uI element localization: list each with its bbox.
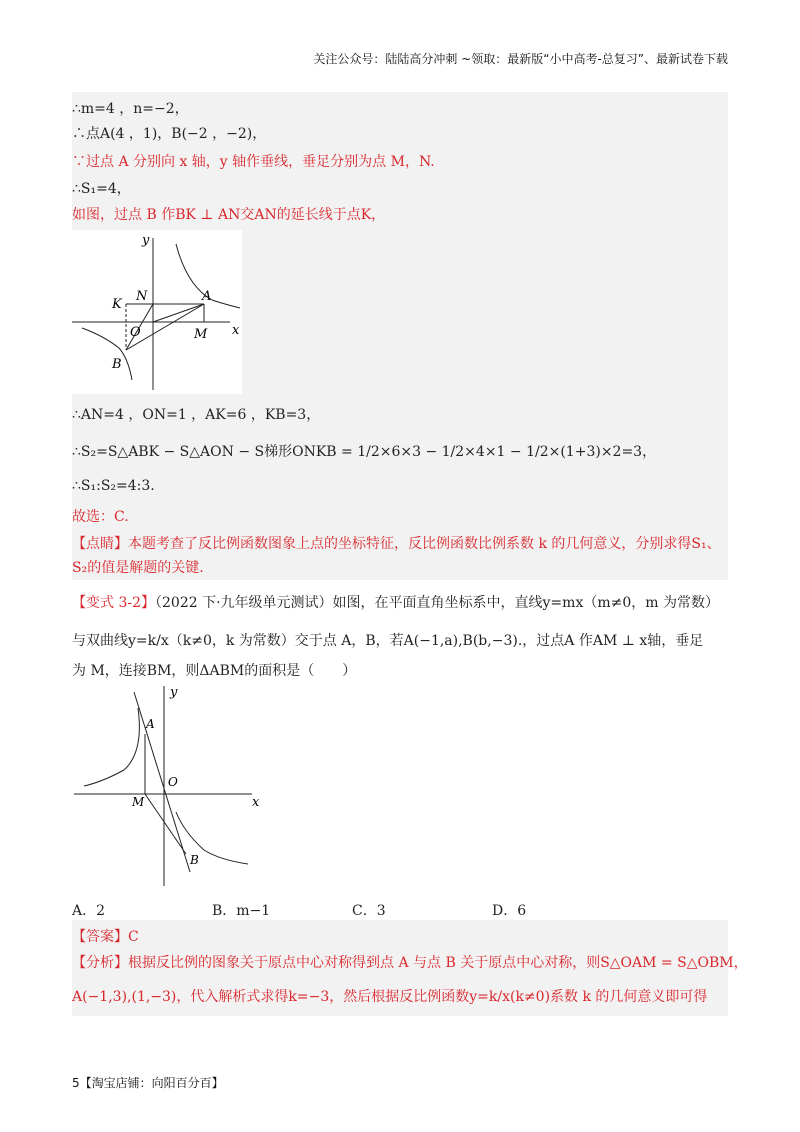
solution-line-1: ∴m=4 ，n=−2， bbox=[72, 101, 189, 117]
fig2-label-A: A bbox=[146, 717, 155, 731]
question-line-2: 与双曲线y=k/x（k≠0，k 为常数）交于点 A，B，若A(−1,a),B(b,−3).，过点A 作AM ⊥ x轴，垂足 bbox=[72, 633, 704, 649]
fig2-label-O: O bbox=[168, 775, 178, 789]
question-line-1-text: （2022 下·九年级单元测试）如图，在平面直角坐标系中，直线y=mx（m≠0，m 为常数） bbox=[155, 595, 719, 611]
fig1-label-y: y bbox=[142, 233, 150, 248]
figure-1-svg bbox=[72, 230, 242, 394]
page-footer: 5【淘宝店铺：向阳百分百】 bbox=[72, 1076, 224, 1090]
answer-line-3: A(−1,3),(1,−3)，代入解析式求得k=−3，然后根据反比例函数y=k/x(k≠0)系数 k 的几何意义即可得 bbox=[72, 989, 708, 1005]
fig1-label-B: B bbox=[112, 357, 122, 372]
fig2-label-y: y bbox=[170, 685, 178, 700]
question-line-3: 为 M，连接BM，则ΔABM的面积是（ ） bbox=[72, 663, 357, 679]
fig1-label-x: x bbox=[232, 323, 240, 338]
fig2-label-x: x bbox=[252, 795, 260, 810]
fig2-label-B: B bbox=[190, 853, 199, 867]
fig1-label-A: A bbox=[202, 289, 212, 304]
fig1-label-K: K bbox=[112, 297, 122, 312]
solution-line-2: ∴点A(4 ，1)，B(−2 ，−2)， bbox=[72, 126, 267, 142]
fig1-label-N: N bbox=[136, 289, 148, 304]
solution-line-6: ∴AN=4 ，ON=1 ，AK=6 ，KB=3， bbox=[72, 407, 321, 423]
fig1-label-M: M bbox=[194, 327, 208, 342]
answer-line-2: 【分析】根据反比例的图象关于原点中心对称得到点 A 与点 B 关于原点中心对称，则S△OAM = S△OBM， bbox=[72, 955, 748, 971]
figure-2 bbox=[72, 682, 262, 888]
solution-line-8: ∴S₁:S₂=4:3. bbox=[72, 478, 155, 494]
option-c[interactable]: C．3 bbox=[352, 903, 386, 919]
figure-1 bbox=[72, 230, 242, 394]
solution-block bbox=[72, 92, 728, 580]
page-header: 关注公众号：陆陆高分冲刺 ~领取：最新版“小中高考-总复习”、最新试卷下载 bbox=[313, 52, 728, 66]
solution-note-2: S₂的值是解题的关键. bbox=[72, 560, 204, 576]
solution-line-5: 如图，过点 B 作BK ⊥ AN交AN的延长线于点K， bbox=[72, 207, 386, 223]
answer-block bbox=[72, 920, 748, 1016]
fig1-label-O: O bbox=[130, 325, 141, 340]
solution-line-3: ∵过点 A 分别向 x 轴，y 轴作垂线，垂足分别为点 M，N. bbox=[72, 154, 435, 170]
fig2-label-M: M bbox=[132, 795, 145, 809]
question-line-1 bbox=[72, 592, 719, 612]
solution-line-4: ∴S₁=4， bbox=[72, 181, 131, 197]
solution-note-1: 【点睛】本题考查了反比例函数图象上点的坐标特征，反比例函数比例系数 k 的几何意义，分别求得S₁、 bbox=[72, 536, 721, 552]
question-tag: 【变式 3-2】 bbox=[72, 595, 155, 611]
option-a[interactable]: A．2 bbox=[72, 903, 106, 919]
figure-2-svg bbox=[72, 682, 262, 888]
option-b[interactable]: B．m−1 bbox=[212, 903, 271, 919]
option-d[interactable]: D．6 bbox=[492, 903, 527, 919]
solution-line-9: 故选：C. bbox=[72, 509, 129, 525]
solution-line-7: ∴S₂=S△ABK − S△AON − S梯形ONKB = 1/2×6×3 − 1/2×4×1 − 1/2×(1+3)×2=3， bbox=[72, 444, 657, 460]
answer-line-1: 【答案】C bbox=[72, 929, 139, 945]
